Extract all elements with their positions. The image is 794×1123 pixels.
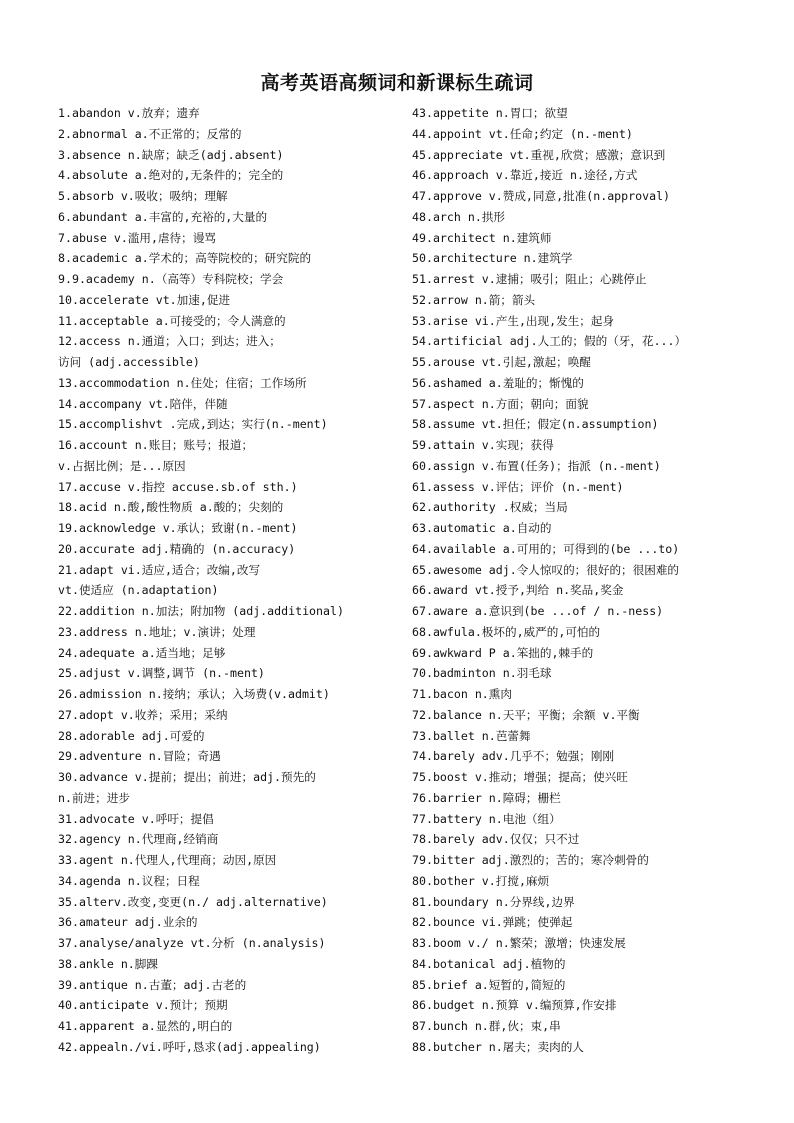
- vocab-entry-line: 55.arouse vt.引起,激起；唤醒: [412, 355, 591, 369]
- vocab-entry-line: 35.alterv.改变,变更(n./ adj.alternative): [58, 894, 328, 909]
- vocab-entry-line: 33.agent n.代理人,代理商；动因,原因: [58, 853, 277, 867]
- vocab-entry-line: 25.adjust v.调整,调节 (n.-ment): [58, 666, 265, 681]
- vocab-entry-line: 42.appealn./vi.呼吁,恳求(adj.appealing): [58, 1039, 321, 1054]
- vocab-entry-line: 30.advance v.提前；提出；前进；adj.预先的: [58, 770, 316, 784]
- vocab-entry-line: 65.awesome adj.令人惊叹的；很好的；很困难的: [412, 562, 680, 577]
- vocab-entry-line: 27.adopt v.收养；采用；采纳: [58, 707, 228, 722]
- vocab-entry-line: 64.available a.可用的；可得到的(be ...to): [412, 541, 680, 556]
- vocab-entry-line: 26.admission n.接纳；承认；入场费(v.admit): [58, 687, 330, 701]
- vocab-entry-line: 84.botanical adj.植物的: [412, 956, 566, 971]
- vocab-entry-line: 74.barely adv.几乎不；勉强；刚刚: [412, 749, 615, 764]
- vocab-entry-line: 49.architect n.建筑师: [412, 230, 552, 245]
- vocab-entry-line: 20.accurate adj.精确的 (n.accuracy): [58, 541, 296, 556]
- vocab-entry-line: 39.antique n.古董；adj.古老的: [58, 977, 247, 992]
- vocab-entry-line: 5.absorb v.吸收；吸纳；理解: [58, 189, 228, 203]
- vocab-entry-line: 43.appetite n.胃口；欲望: [412, 106, 568, 120]
- vocab-entry-line: 85.brief a.短暂的,简短的: [412, 977, 566, 992]
- vocab-entry-line: 72.balance n.天平；平衡；余额 v.平衡: [412, 707, 640, 722]
- vocab-entry-line: 38.ankle n.脚踝: [58, 956, 158, 971]
- vocab-entry-line: 16.account n.账目；账号；报道；: [58, 438, 254, 452]
- vocab-entry-line: 50.architecture n.建筑学: [412, 251, 573, 266]
- vocab-entry-line: 66.award vt.授予,判给 n.奖品,奖金: [412, 583, 624, 598]
- vocab-entry-line: 62.authority .权威；当局: [412, 500, 568, 515]
- vocab-entry-line: 18.acid n.酸,酸性物质 a.酸的；尖刻的: [58, 500, 284, 515]
- vocab-entry-line: 87.bunch n.群,伙；束,串: [412, 1019, 561, 1033]
- vocab-entry-line: v.占据比例；是...原因: [58, 458, 186, 473]
- vocab-entry-line: 访问 (adj.accessible): [58, 355, 200, 369]
- vocab-entry-line: 52.arrow n.箭；箭头: [412, 292, 536, 307]
- vocab-entry-line: 29.adventure n.冒险；奇遇: [58, 749, 221, 764]
- vocab-entry-line: 81.boundary n.分界线,边界: [412, 894, 575, 909]
- vocab-entry-line: 40.anticipate v.预计；预期: [58, 998, 228, 1013]
- vocab-entry-line: 60.assign v.布置(任务)；指派 (n.-ment): [412, 458, 661, 473]
- vocab-entry-line: 23.address n.地址；v.演讲；处理: [58, 624, 256, 639]
- vocab-entry-line: 68.awfula.极坏的,威严的,可怕的: [412, 624, 601, 639]
- vocab-entry-line: 28.adorable adj.可爱的: [58, 728, 205, 743]
- vocab-entry-line: 15.accomplishvt .完成,到达；实行(n.-ment): [58, 417, 328, 432]
- vocab-entry-line: 11.acceptable a.可接受的；令人满意的: [58, 313, 286, 328]
- vocab-entry-line: 8.academic a.学术的；高等院校的；研究院的: [58, 251, 312, 266]
- vocab-entry-line: 80.bother v.打搅,麻烦: [412, 873, 550, 888]
- vocab-entry-line: 82.bounce vi.弹跳；使弹起: [412, 915, 573, 930]
- vocab-entry-line: 79.bitter adj.激烈的；苦的；寒冷刺骨的: [412, 853, 649, 867]
- vocab-entry-line: 41.apparent a.显然的,明白的: [58, 1019, 233, 1033]
- vocab-entry-line: n.前进；进步: [58, 790, 130, 805]
- vocab-entry-line: 34.agenda n.议程；日程: [58, 873, 200, 888]
- vocab-entry-line: 21.adapt vi.适应,适合；改编,改写: [58, 562, 261, 577]
- vocab-entry-line: 47.approve v.赞成,同意,批准(n.approval): [412, 189, 671, 203]
- vocab-entry-line: 13.accommodation n.住处；住宿；工作场所: [58, 375, 307, 390]
- vocab-entry-line: 78.barely adv.仅仅；只不过: [412, 832, 580, 847]
- vocab-entry-line: 19.acknowledge v.承认；致谢(n.-ment): [58, 521, 298, 535]
- vocab-entry-line: 44.appoint vt.任命;约定 (n.-ment): [412, 126, 633, 141]
- vocab-entry-line: 51.arrest v.逮捕；吸引；阻止；心跳停止: [412, 272, 647, 286]
- vocab-entry-line: 3.absence n.缺席；缺乏(adj.absent): [58, 147, 284, 162]
- vocab-entry-line: 36.amateur adj.业余的: [58, 915, 198, 930]
- vocab-entry-line: 1.abandon v.放弃；遗弃: [58, 106, 200, 120]
- vocab-entry-line: 69.awkward P a.笨拙的,棘手的: [412, 645, 594, 660]
- vocab-entry-line: 77.battery n.电池（组）: [412, 811, 561, 826]
- vocab-entry-line: 59.attain v.实现；获得: [412, 438, 554, 452]
- vocab-entry-line: 73.ballet n.芭蕾舞: [412, 728, 531, 743]
- vocab-entry-line: 70.badminton n.羽毛球: [412, 666, 552, 681]
- vocab-entry-line: 76.barrier n.障碍；栅栏: [412, 790, 561, 805]
- vocab-entry-line: 37.analyse/analyze vt.分析 (n.analysis): [58, 936, 326, 950]
- vocab-entry-line: 57.aspect n.方面；朝向；面貌: [412, 396, 589, 411]
- vocab-entry-line: 4.absolute a.绝对的,无条件的；完全的: [58, 168, 284, 183]
- vocab-entry-line: 31.advocate v.呼吁；提倡: [58, 811, 214, 826]
- vocab-entry-line: 58.assume vt.担任；假定(n.assumption): [412, 417, 659, 432]
- vocab-entry-line: 56.ashamed a.羞耻的；惭愧的: [412, 375, 584, 390]
- vocab-entry-line: 61.assess v.评估；评价 (n.-ment): [412, 479, 624, 494]
- vocab-column-right: [412, 103, 757, 1058]
- vocab-entry-line: 7.abuse v.滥用,虐待；谩骂: [58, 230, 216, 245]
- vocab-entry-line: vt.使适应 (n.adaptation): [58, 583, 219, 598]
- vocab-entry-line: 46.approach v.靠近,接近 n.途径,方式: [412, 168, 638, 183]
- vocab-entry-line: 54.artificial adj.人工的；假的（牙，花...）: [412, 334, 687, 349]
- vocab-entry-line: 22.addition n.加法；附加物 (adj.additional): [58, 604, 344, 618]
- vocab-entry-line: 75.boost v.推动；增强；提高；使兴旺: [412, 770, 628, 784]
- vocab-entry-line: 9.9.academy n.（高等）专科院校；学会: [58, 272, 284, 286]
- vocab-entry-line: 67.aware a.意识到(be ...of / n.-ness): [412, 604, 664, 618]
- vocab-column-left: [58, 103, 403, 1058]
- vocab-entry-line: 10.accelerate vt.加速,促进: [58, 292, 231, 307]
- vocab-entry-line: 83.boom v./ n.繁荣；激增；快速发展: [412, 936, 626, 950]
- vocab-entry-line: 12.access n.通道；入口；到达；进入；: [58, 334, 281, 349]
- vocab-entry-line: 32.agency n.代理商,经销商: [58, 832, 219, 847]
- vocab-entry-line: 14.accompany vt.陪伴，伴随: [58, 396, 228, 411]
- vocab-entry-line: 48.arch n.拱形: [412, 209, 505, 224]
- vocab-entry-line: 17.accuse v.指控 accuse.sb.of sth.): [58, 479, 298, 494]
- vocab-entry-line: 2.abnormal a.不正常的；反常的: [58, 126, 242, 141]
- vocab-entry-line: 71.bacon n.熏肉: [412, 687, 512, 701]
- vocab-entry-line: 88.butcher n.屠夫；卖肉的人: [412, 1039, 584, 1054]
- vocab-entry-line: 24.adequate a.适当地；足够: [58, 645, 226, 660]
- vocab-entry-line: 6.abundant a.丰富的,充裕的,大量的: [58, 209, 268, 224]
- page-title: 高考英语高频词和新课标生疏词: [260, 72, 534, 94]
- vocab-entry-line: 63.automatic a.自动的: [412, 521, 552, 535]
- vocab-entry-line: 45.appreciate vt.重视,欣赏；感激；意识到: [412, 147, 666, 162]
- vocab-entry-line: 86.budget n.预算 v.编预算,作安排: [412, 998, 617, 1013]
- vocab-entry-line: 53.arise vi.产生,出现,发生；起身: [412, 313, 615, 328]
